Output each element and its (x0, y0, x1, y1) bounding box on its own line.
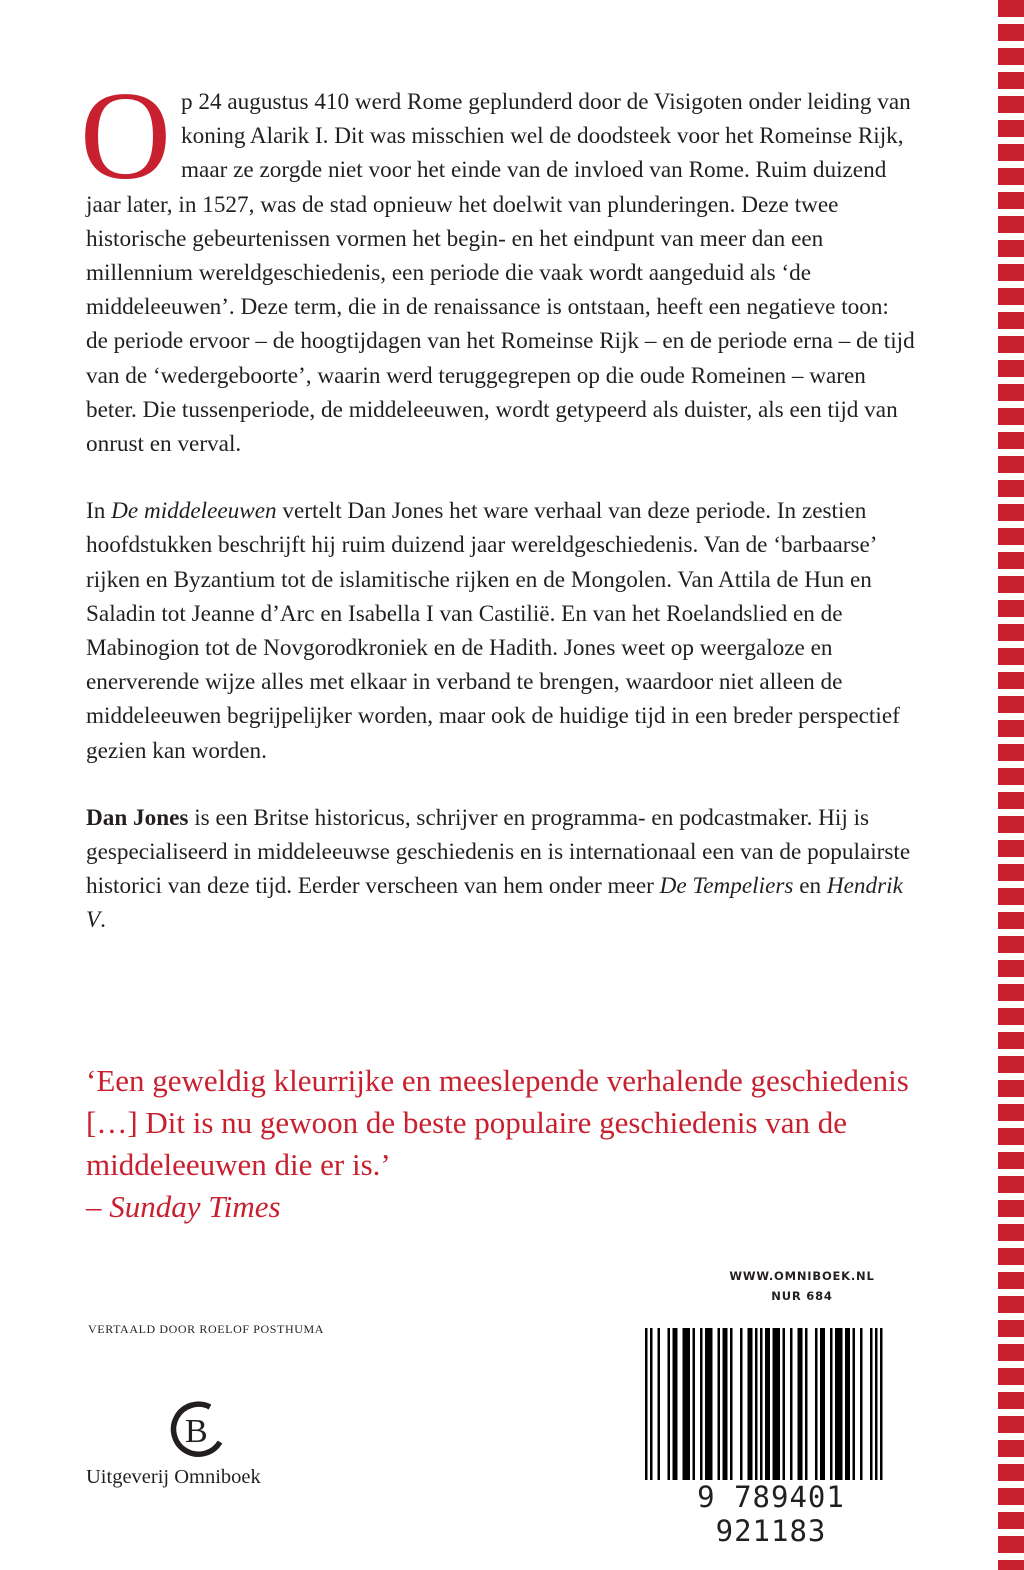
barcode-bar (683, 1328, 691, 1488)
barcode-bar (650, 1328, 653, 1488)
barcode-bar (658, 1328, 661, 1488)
publisher-info (717, 1266, 887, 1306)
barcode-bar (765, 1328, 770, 1488)
barcode-bar (760, 1328, 763, 1488)
barcode-bar (880, 1328, 883, 1488)
barcode-bar (830, 1328, 833, 1488)
barcode-bar (700, 1328, 703, 1488)
other-book-1: De Tempeliers (659, 873, 794, 900)
back-cover-text (80, 67, 916, 938)
red-stripe-border (998, 0, 1024, 1570)
intro-text: p 24 augustus 410 werd Rome geplunderd door de Visigoten onder leiding van koning Alarik I. Dit was misschien wel de doodsteek voor het Romeinse Rijk, maar ze zorgde niet voor het einde van de invloed van Rome. Ruim duizend jaar later, in 1527, was de stad opnieuw het doelwit van plunderingen. Deze twee historische gebeurtenissen vormen het begin- en het eindpunt van meer dan een millennium wereldgeschiedenis, een periode die vaak wordt aangeduid als ‘de middeleeuwen’. Deze term, die in de renaissance is ontstaan, heeft een negatieve toon: de periode ervoor – de hoogtijdagen van het Romeinse Rijk – en de periode erna – de tijd van de ‘wedergeboorte’, waarin werd teruggegrepen op die oude Romeinen – waren beter. Die tussenperiode, de middeleeuwen, wordt getypeerd als duister, als een tijd van onrust en verval. (86, 89, 915, 458)
barcode-bar (875, 1328, 878, 1488)
barcode-bar (815, 1328, 818, 1488)
drop-cap: O (80, 67, 171, 206)
author-name: Dan Jones (86, 804, 189, 831)
author-bio (86, 801, 916, 938)
barcode-bar (673, 1328, 678, 1488)
barcode-bar (755, 1328, 758, 1488)
barcode-bar (783, 1328, 786, 1488)
isbn-number: 9 789401 921183 (645, 1480, 897, 1548)
book-title: De middeleeuwen (111, 498, 277, 525)
barcode (645, 1328, 897, 1548)
publisher-name: Uitgeverij Omniboek (86, 1466, 261, 1488)
barcode-bar (845, 1328, 850, 1488)
barcode-bar (723, 1328, 728, 1488)
barcode-bar (718, 1328, 721, 1488)
barcode-bar (693, 1328, 696, 1488)
other-book-2: Hendrik V (86, 873, 903, 934)
barcode-bar (790, 1328, 793, 1488)
quote-source: – Sunday Times (86, 1189, 281, 1224)
barcode-bar (835, 1328, 843, 1488)
translator-credit: VERTAALD DOOR ROELOF POSTHUMA (88, 1322, 325, 1336)
barcode-bar (853, 1328, 856, 1488)
barcode-bar (668, 1328, 671, 1488)
author-text-2: en (793, 873, 827, 900)
barcode-bar (860, 1328, 863, 1488)
intro-paragraph (80, 67, 916, 461)
quote-text: ‘Een geweldig kleurrijke en meeslepende verhalende geschiedenis […] Dit is nu gewoon de beste populaire geschiedenis van de middeleeuwen die er is.’ (86, 1063, 909, 1182)
svg-text:B: B (185, 1413, 208, 1450)
barcode-bar (820, 1328, 825, 1488)
barcode-bar (730, 1328, 733, 1488)
summary-text: vertelt Dan Jones het ware verhaal van deze periode. In zestien hoofdstukken beschrijft hij ruim duizend jaar wereldgeschiedenis. Van de ‘barbaarse’ rijken en Byzantium tot de islamitische rijken en de Mongolen. Van Attila de Hun en Saladin tot Jeanne d’Arc en Isabella I van Castilië. En van het Roelandslied en de Mabinogion tot de Novgorodkroniek en de Hadith. Jones weet op weergaloze en enerverende wijze alles met elkaar in verband te brengen, waardoor niet alleen de middeleeuwen begrijpelijker worden, maar ook de huidige tijd in een breder perspectief gezien kan worden. (86, 498, 900, 764)
nur-code: NUR 684 (771, 1289, 833, 1303)
barcode-bars (645, 1328, 897, 1488)
barcode-bar (870, 1328, 873, 1488)
website-link[interactable]: WWW.OMNIBOEK.NL (729, 1269, 875, 1283)
barcode-bar (773, 1328, 781, 1488)
barcode-bar (645, 1328, 648, 1488)
barcode-bar (740, 1328, 743, 1488)
review-quote (86, 1060, 916, 1228)
summary-prefix: In (86, 498, 112, 525)
barcode-bar (705, 1328, 713, 1488)
author-text-3: . (100, 907, 106, 934)
barcode-bar (798, 1328, 803, 1488)
barcode-bar (805, 1328, 808, 1488)
author-text-1: is een Britse historicus, schrijver en programma- en podcastmaker. Hij is gespecialiseerd in middeleeuwse geschiedenis en is internationaal een van de populairste historici van deze tijd. Eerder verscheen van hem onder meer (86, 804, 911, 900)
summary-paragraph (86, 494, 916, 768)
barcode-bar (748, 1328, 753, 1488)
omniboek-logo-icon (166, 1398, 226, 1462)
